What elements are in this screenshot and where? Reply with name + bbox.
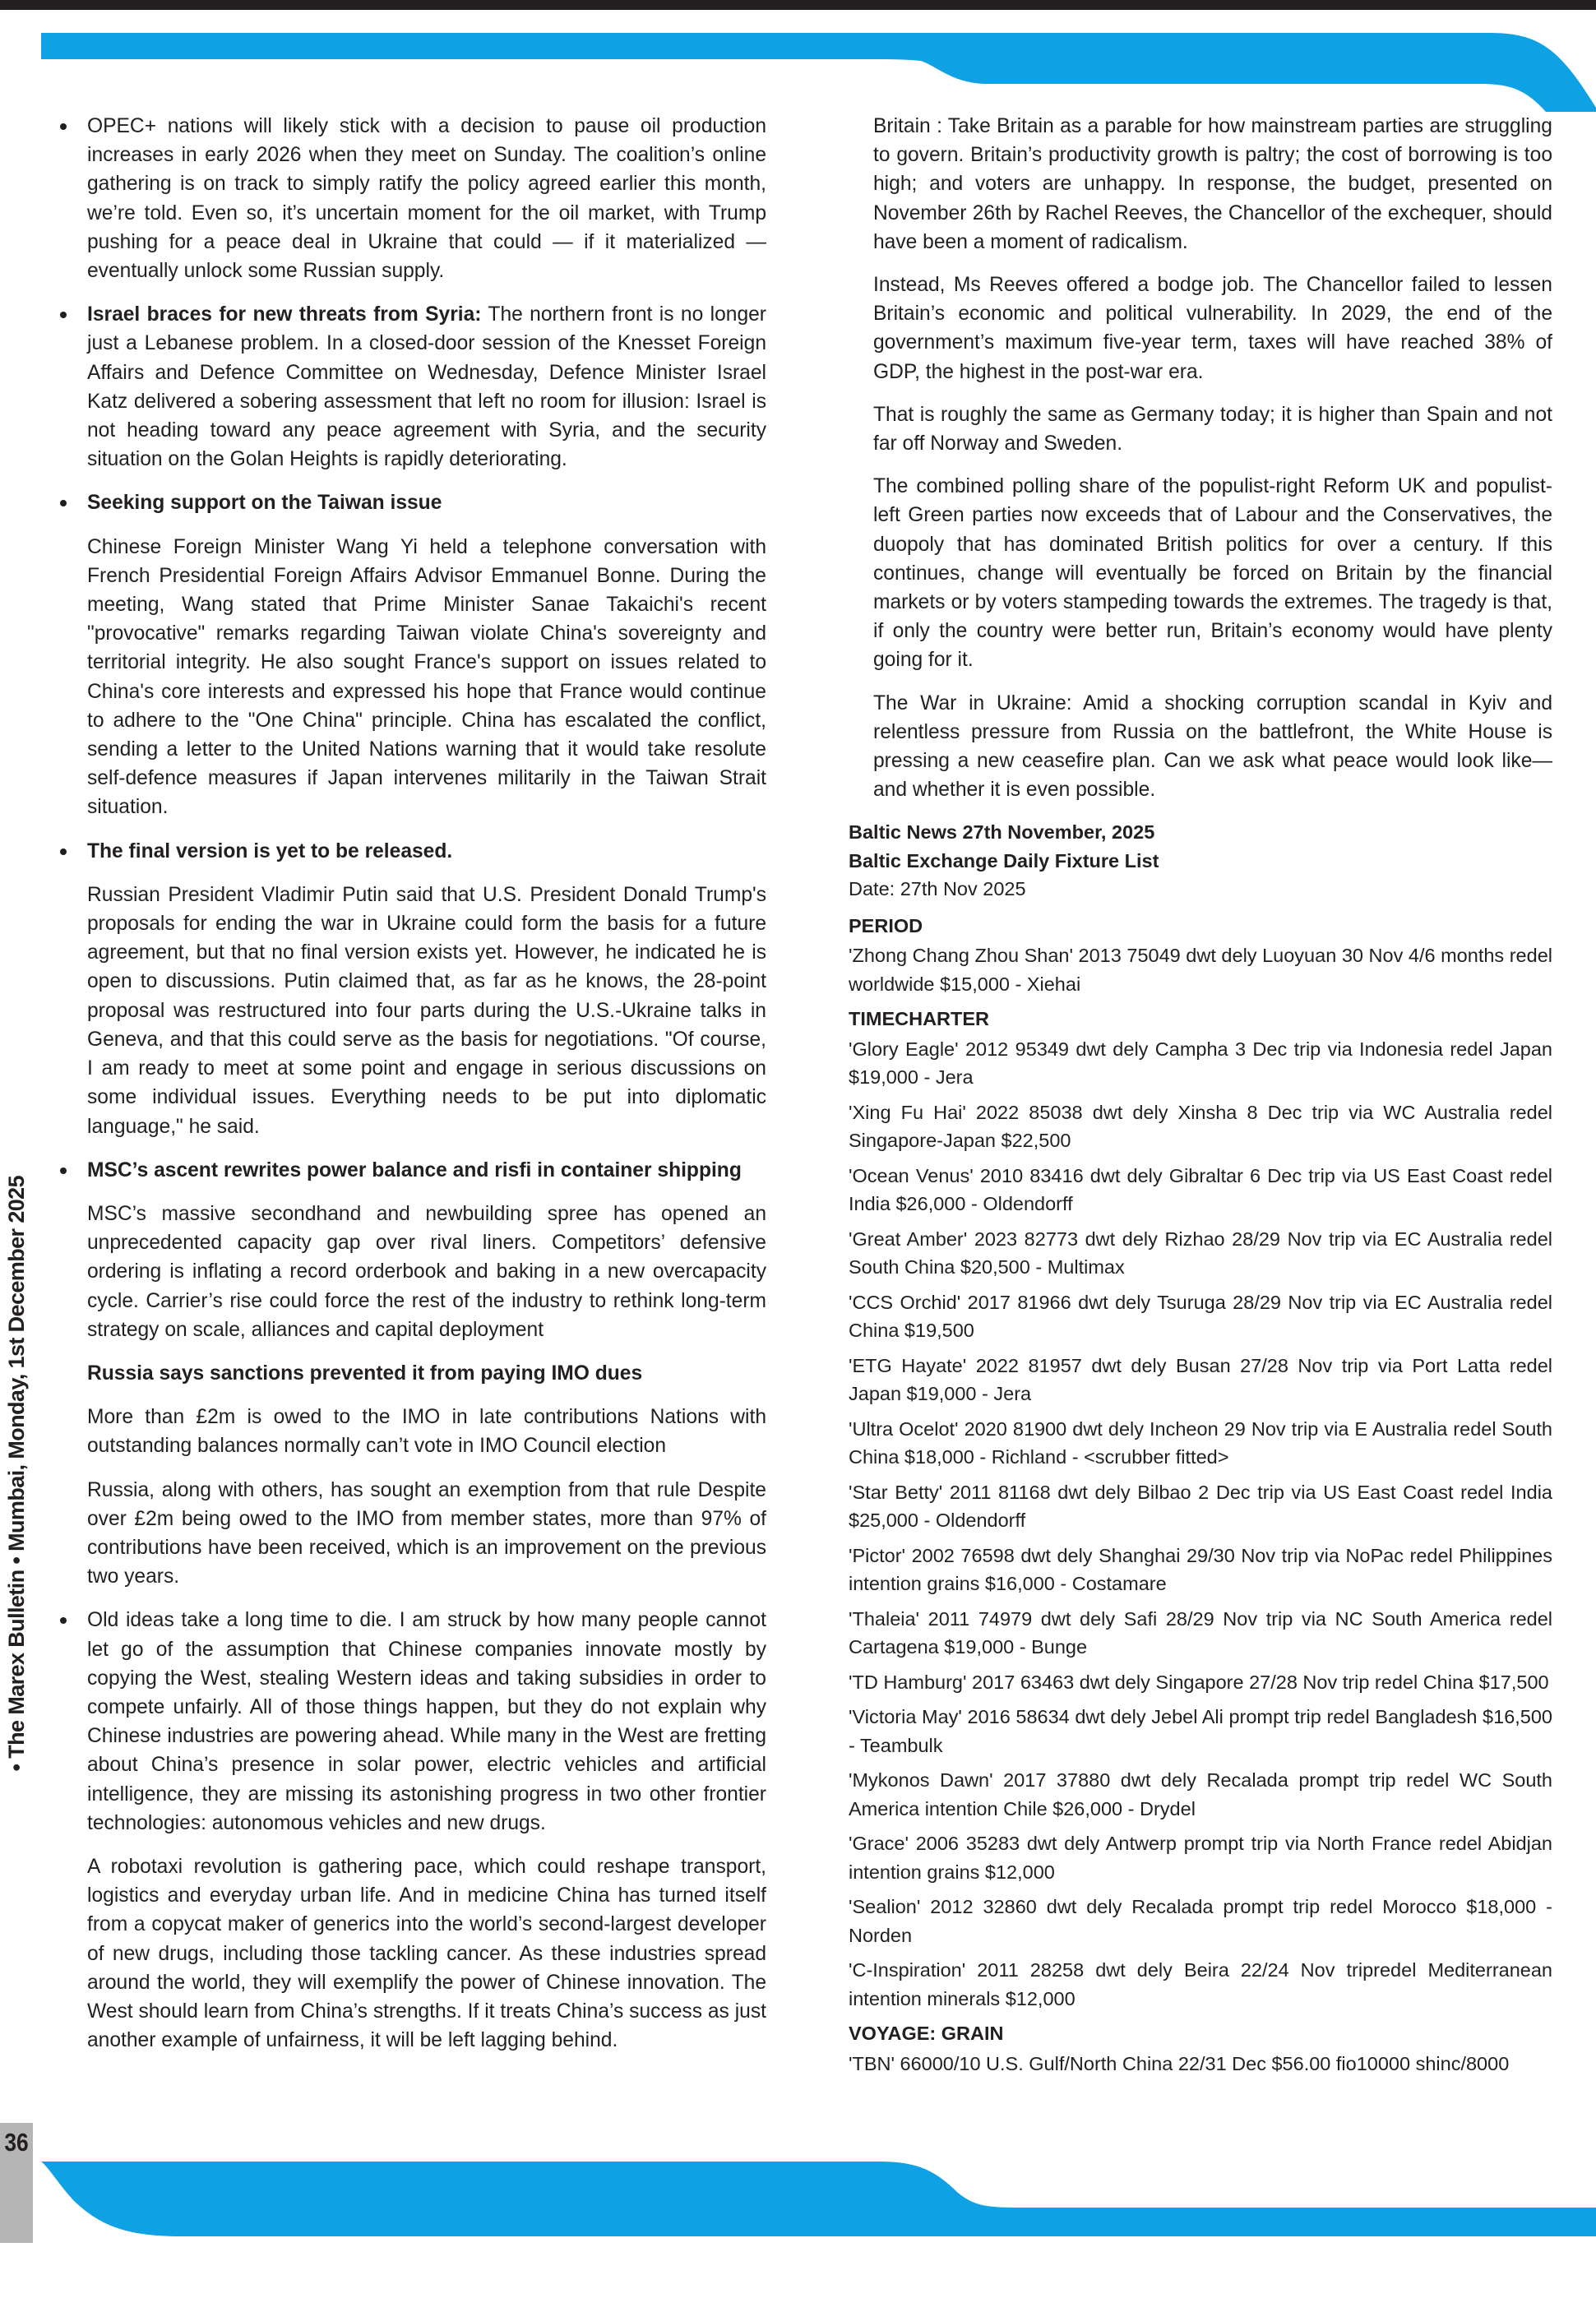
baltic-date: Date: 27th Nov 2025: [849, 878, 1026, 900]
running-title-text: • The Marex Bulletin • Mumbai, Monday, 1st December 2025: [3, 1176, 29, 1772]
timecharter-heading: TIMECHARTER: [849, 1008, 990, 1030]
final-version-heading: The final version is yet to be released.: [58, 837, 766, 866]
ukraine-paragraph: The War in Ukraine: Amid a shocking corruption scandal in Kyiv and relentless pressure from Russia on the battlefront, the White House is pressing a new ceasefire plan. Can we ask what peace would look like—and whether it is even possible.: [873, 691, 1552, 802]
fixture-item: 'Ultra Ocelot' 2020 81900 dwt dely Incheon 29 Nov trip via E Australia redel South China $18,000 - Richland - <scrubber fitted>: [849, 1417, 1552, 1468]
imo-heading: Russia says sanctions prevented it from paying IMO dues: [87, 1362, 643, 1385]
side-running-title: [2, 1159, 31, 2236]
imo-paragraph-1: More than £2m is owed to the IMO in late contributions Nations with outstanding balances normally can’t vote in IMO Council election: [87, 1406, 766, 1458]
fixture-item: 'Ocean Venus' 2010 83416 dwt dely Gibraltar 6 Dec trip via US East Coast redel India $26,000 - Oldendorff: [849, 1164, 1552, 1215]
israel-body: The northern front is no longer just a Lebanese problem. In a closed-door session of the Knesset Foreign Affairs and Defence Committee on Wednesday, Defence Minister Israel Katz delivered a sobering assessment that left no room for illusion: Israel is not heading toward any peace agreement with Syria, and the security situation on the Golan Heights is rapidly deteriorating.: [87, 303, 766, 471]
fixture-item: 'Zhong Chang Zhou Shan' 2013 75049 dwt dely Luoyuan 30 Nov 4/6 months redel worldwide $15,000 - Xiehai: [849, 945, 1552, 995]
final-version-body: Russian President Vladimir Putin said that U.S. President Donald Trump's proposals for ending the war in Ukraine could form the basis for a future agreement, but that no final version exists yet. However, he indicated he is open to discussions. Putin claimed that, as far as he knows, the 28-point proposal was restructured into four parts during the U.S.-Ukraine talks in Geneva, and that this could serve as the basis for negotiations. "Of course, I am ready to meet at some point and engage in serious discussions on some individual issues. Everything needs to be put into diplomatic language," he said.: [87, 883, 766, 1138]
israel-item: [58, 300, 766, 474]
taiwan-heading: Seeking support on the Taiwan issue: [58, 488, 766, 517]
voyage-heading: VOYAGE: GRAIN: [849, 2023, 1004, 2045]
fixture-item: 'Victoria May' 2016 58634 dwt dely Jebel Ali prompt trip redel Bangladesh $16,500 - Teambulk: [849, 1706, 1552, 1756]
taiwan-body: Chinese Foreign Minister Wang Yi held a telephone conversation with French Presidential Foreign Affairs Advisor Emmanuel Bonne. During the meeting, Wang stated that Prime Minister Sanae Takaichi's recent "provocative" remarks regarding Taiwan violate China's sovereignty and territorial integrity. He also sought France's support on issues related to China's core interests and expressed his hope that France would continue to adhere to the "One China" principle. China has escalated the conflict, sending a letter to the United Nations warning that it would take resolute self-defence measures if Japan intervenes militarily in the Taiwan Strait situation.: [87, 535, 766, 819]
fixture-item: 'Star Betty' 2011 81168 dwt dely Bilbao 2 Dec trip via US East Coast redel India $25,000 - Oldendorff: [849, 1481, 1552, 1532]
fixture-item: 'Sealion' 2012 32860 dwt dely Recalada prompt trip redel Morocco $18,000 - Norden: [849, 1896, 1552, 1946]
britain-paragraph-1: Britain : Take Britain as a parable for how mainstream parties are struggling to govern. Britain’s productivity growth is paltry; the cost of borrowing is too high; and voters are unhappy. In response, the budget, presented on November 26th by Rachel Reeves, the Chancellor of the exchequer, should have been a moment of radicalism.: [873, 115, 1552, 253]
baltic-title: Baltic News 27th November, 2025: [849, 821, 1155, 844]
fixture-item: 'Thaleia' 2011 74979 dwt dely Safi 28/29 Nov trip via NC South America redel Cartagena $19,000 - Bunge: [849, 1607, 1552, 1658]
header-band: [0, 30, 1596, 112]
left-column: [58, 112, 766, 2069]
period-heading: PERIOD: [849, 914, 923, 936]
right-column: [849, 112, 1552, 2084]
page-number: 36: [4, 2128, 29, 2157]
baltic-fixture-list: [849, 818, 1552, 2078]
fixture-item: 'ETG Hayate' 2022 81957 dwt dely Busan 27/28 Nov trip via Port Latta redel Japan $19,000 - Jera: [849, 1354, 1552, 1405]
fixture-item: 'TD Hamburg' 2017 63463 dwt dely Singapore 27/28 Nov trip redel China $17,500: [849, 1671, 1549, 1693]
britain-paragraph-4: The combined polling share of the populist-right Reform UK and populist-left Green parties now exceeds that of Labour and the Conservatives, the duopoly that has dominated British politics for over a century. If this continues, change will eventually be forced on Britain by the financial markets or by voters stampeding towards the extremes. The tragedy is that, if only the country were better run, Britain’s economy would have plenty going for it.: [873, 475, 1552, 672]
britain-paragraph-2: Instead, Ms Reeves offered a bodge job. The Chancellor failed to lessen Britain’s economic and political vulnerability. In 2029, the end of the government’s maximum five-year term, taxes will have reached 38% of GDP, the highest in the post-war era.: [873, 274, 1552, 383]
top-rule: [0, 0, 1596, 10]
fixture-item: 'TBN' 66000/10 U.S. Gulf/North China 22/31 Dec $56.00 fio10000 shinc/8000: [849, 2052, 1510, 2074]
britain-section: [849, 112, 1552, 804]
msc-body: MSC’s massive secondhand and newbuilding spree has opened an unprecedented capacity gap over rival liners. Competitors’ defensive ordering is inflating a record orderbook and baking in a new overcapacity cycle. Carrier’s rise could force the rest of the industry to rethink long-term strategy on scale, alliances and capital deployment: [87, 1202, 766, 1341]
imo-paragraph-2: Russia, along with others, has sought an exemption from that rule Despite over £2m being owed to the IMO from member states, more than 97% of contributions have been received, which is an improvement on the previous two years.: [87, 1478, 766, 1588]
fixture-item: 'Pictor' 2002 76598 dwt dely Shanghai 29/30 Nov trip via NoPac redel Philippines intention grains $16,000 - Costamare: [849, 1544, 1552, 1595]
opec-item: OPEC+ nations will likely stick with a decision to pause oil production increases in early 2026 when they meet on Sunday. The coalition’s online gathering is on track to simply ratify the policy agreed earlier this month, we’re told. Even so, it’s uncertain moment for the oil market, with Trump pushing for a peace deal in Ukraine that could — if it materialized — eventually unlock some Russian supply.: [58, 112, 766, 285]
fixture-item: 'CCS Orchid' 2017 81966 dwt dely Tsuruga 28/29 Nov trip via EC Australia redel China $19,500: [849, 1291, 1552, 1342]
old-ideas-item: Old ideas take a long time to die. I am struck by how many people cannot let go of the assumption that Chinese companies innovate mostly by copying the West, stealing Western ideas and taking subsidies in order to compete unfairly. All of those things happen, but they do not explain why Chinese industries are powering ahead. While many in the West are fretting about China’s presence in solar power, electric vehicles and artificial intelligence, they are missing its astonishing progress in two other frontier technologies: autonomous vehicles and new drugs.: [58, 1606, 766, 1838]
fixture-item: 'C-Inspiration' 2011 28258 dwt dely Beira 22/24 Nov tripredel Mediterranean intention minerals $12,000: [849, 1959, 1552, 2009]
fixture-item: 'Grace' 2006 35283 dwt dely Antwerp prompt trip via North France redel Abidjan intention grains $12,000: [849, 1833, 1552, 1883]
fixture-item: 'Xing Fu Hai' 2022 85038 dwt dely Xinsha 8 Dec trip via WC Australia redel Singapore-Japan $22,500: [849, 1101, 1552, 1152]
israel-heading: Israel braces for new threats from Syria:: [87, 303, 482, 326]
msc-heading: MSC’s ascent rewrites power balance and risfi in container shipping: [58, 1156, 766, 1185]
baltic-subtitle: Baltic Exchange Daily Fixture List: [849, 849, 1159, 872]
page-number-tab: [0, 2123, 33, 2243]
fixture-item: 'Mykonos Dawn' 2017 37880 dwt dely Recalada prompt trip redel WC South America intention Chile $26,000 - Drydel: [849, 1769, 1552, 1819]
britain-paragraph-3: That is roughly the same as Germany today; it is higher than Spain and not far off Norway and Sweden.: [873, 403, 1552, 455]
footer-band: [0, 2158, 1596, 2240]
fixture-item: 'Glory Eagle' 2012 95349 dwt dely Campha 3 Dec trip via Indonesia redel Japan $19,000 - Jera: [849, 1038, 1552, 1089]
fixture-item: 'Great Amber' 2023 82773 dwt dely Rizhao 28/29 Nov trip via EC Australia redel South China $20,500 - Multimax: [849, 1228, 1552, 1278]
robotaxi-paragraph: A robotaxi revolution is gathering pace, which could reshape transport, logistics and everyday urban life. And in medicine China has turned itself from a copycat maker of generics into the world’s second-largest developer of new drugs, including those tackling cancer. As these industries spread around the world, they will exemplify the power of Chinese innovation. The West should learn from China’s strengths. If it treats China’s success as just another example of unfairness, it will be left lagging behind.: [87, 1855, 766, 2052]
